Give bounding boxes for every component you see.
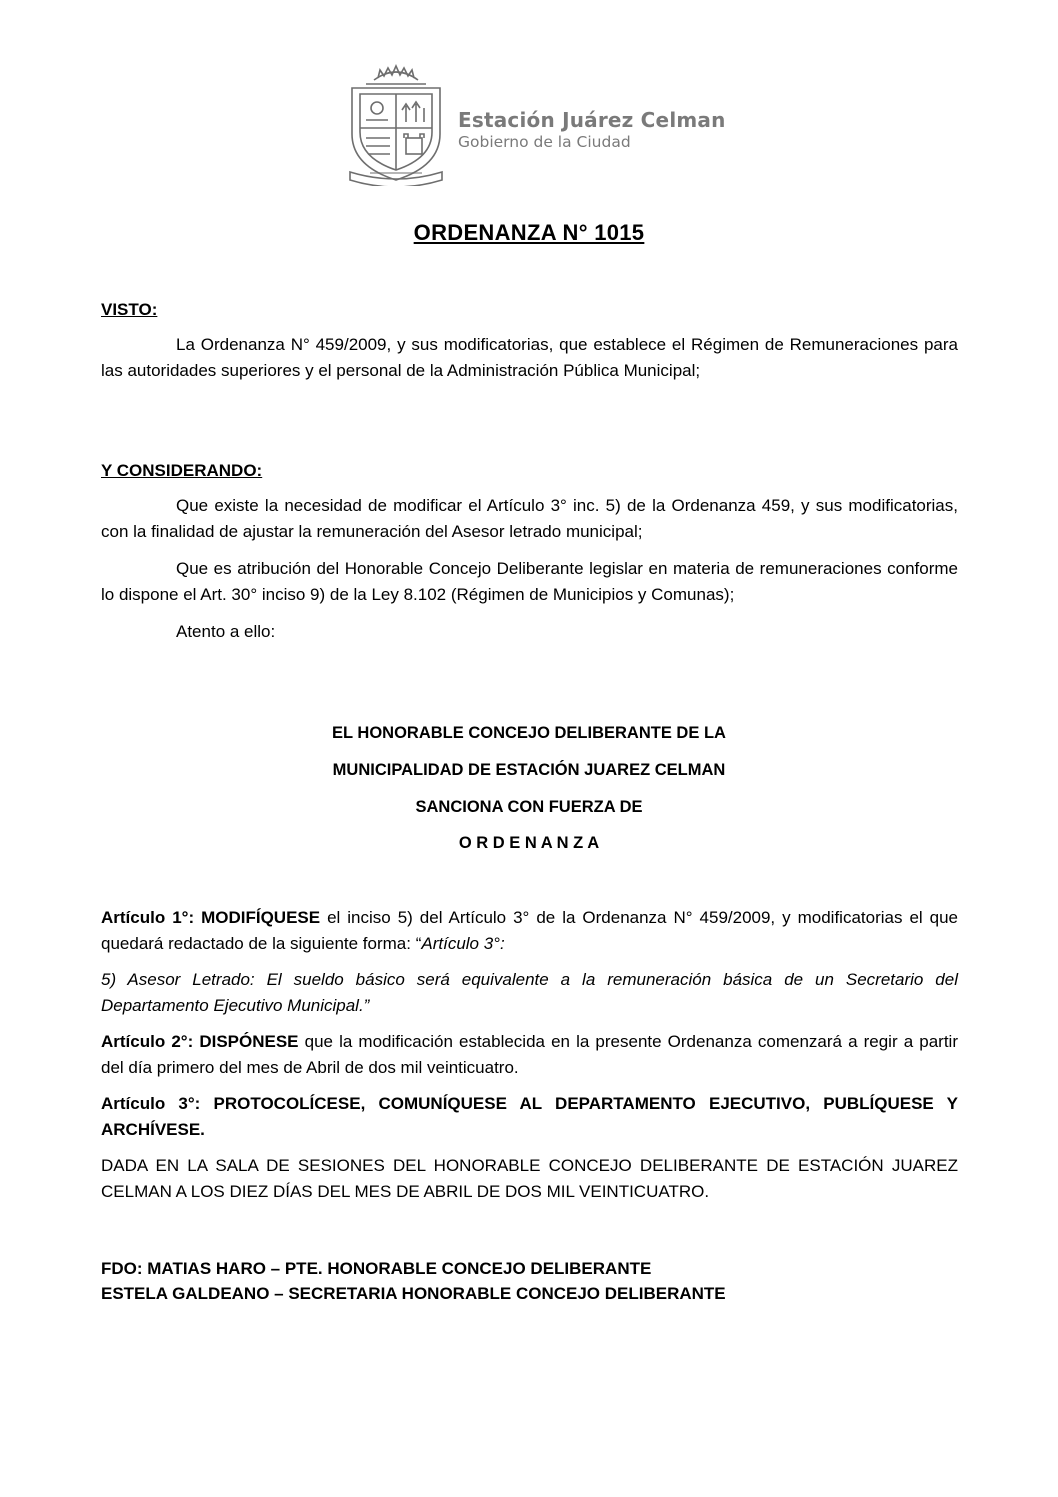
article-3: Artículo 3°: PROTOCOLÍCESE, COMUNÍQUESE AL DEPARTAMENTO EJECUTIVO, PUBLÍQUESE Y ARCHÍVESE. [101,1094,958,1139]
considerando-paragraph-3: Atento a ello: [176,622,276,641]
considerando-heading: Y CONSIDERANDO: [101,461,263,480]
article-1 [101,905,958,957]
visto-heading: VISTO: [101,300,158,319]
article-1-italic: Artículo 3°: [421,934,505,953]
sanction-line-2: MUNICIPALIDAD DE ESTACIÓN JUAREZ CELMAN [332,761,726,779]
articles-section [101,905,958,1205]
considerando-paragraph-1: Que existe la necesidad de modificar el Artículo 3° inc. 5) de la Ordenanza 459, y sus modificatorias, con la finalidad de ajustar la remuneración del Asesor letrado municipal; [101,496,958,541]
visto-section [101,297,958,384]
signature-line-1: FDO: MATIAS HARO – PTE. HONORABLE CONCEJO DELIBERANTE [101,1259,652,1278]
organization-name-block [458,108,726,151]
considerando-paragraph-2: Que es atribución del Honorable Concejo Deliberante legislar en materia de remuneraciones conforme lo dispone el Art. 30° inciso 9) de la Ley 8.102 (Régimen de Municipios y Comunas); [101,559,958,604]
article-2-label: Artículo 2°: DISPÓNESE [101,1032,299,1051]
dada-en-la-sala: DADA EN LA SALA DE SESIONES DEL HONORABLE CONCEJO DELIBERANTE DE ESTACIÓN JUAREZ CELMAN A LOS DIEZ DÍAS DEL MES DE ABRIL DE DOS MIL VEINTICUATRO. [101,1156,958,1201]
article-2 [101,1029,958,1081]
document-title: ORDENANZA N° 1015 [413,220,645,245]
article-2-text: que la modificación establecida en la presente Ordenanza comenzará a regir a partir del día primero del mes de Abril de dos mil veinticuatro. [101,1032,958,1077]
visto-paragraph: La Ordenanza N° 459/2009, y sus modificatorias, que establece el Régimen de Remuneraciones para las autoridades superiores y el personal de la Administración Pública Municipal; [101,335,958,380]
organization-subtitle: Gobierno de la Ciudad [458,133,631,151]
article-1-quote: 5) Asesor Letrado: El sueldo básico será equivalente a la remuneración básica de un Secretario del Departamento Ejecutivo Municipal.” [101,970,958,1015]
organization-name: Estación Juárez Celman [458,108,726,132]
coat-of-arms-icon [344,62,448,186]
article-1-label: Artículo 1°: MODIFÍQUESE [101,908,321,927]
sanction-line-4: O R D E N A N Z A [458,834,600,852]
sanction-line-3: SANCIONA CON FUERZA DE [415,798,643,816]
article-1-text: el inciso 5) del Artículo 3° de la Ordenanza N° 459/2009, y modificatorias el que quedará redactado de la siguiente forma: “ [101,908,959,953]
signature-line-2: ESTELA GALDEANO – SECRETARIA HONORABLE CONCEJO DELIBERANTE [101,1284,726,1303]
sanction-line-1: EL HONORABLE CONCEJO DELIBERANTE DE LA [332,724,726,742]
considerando-section [101,458,958,645]
letterhead [344,62,744,192]
